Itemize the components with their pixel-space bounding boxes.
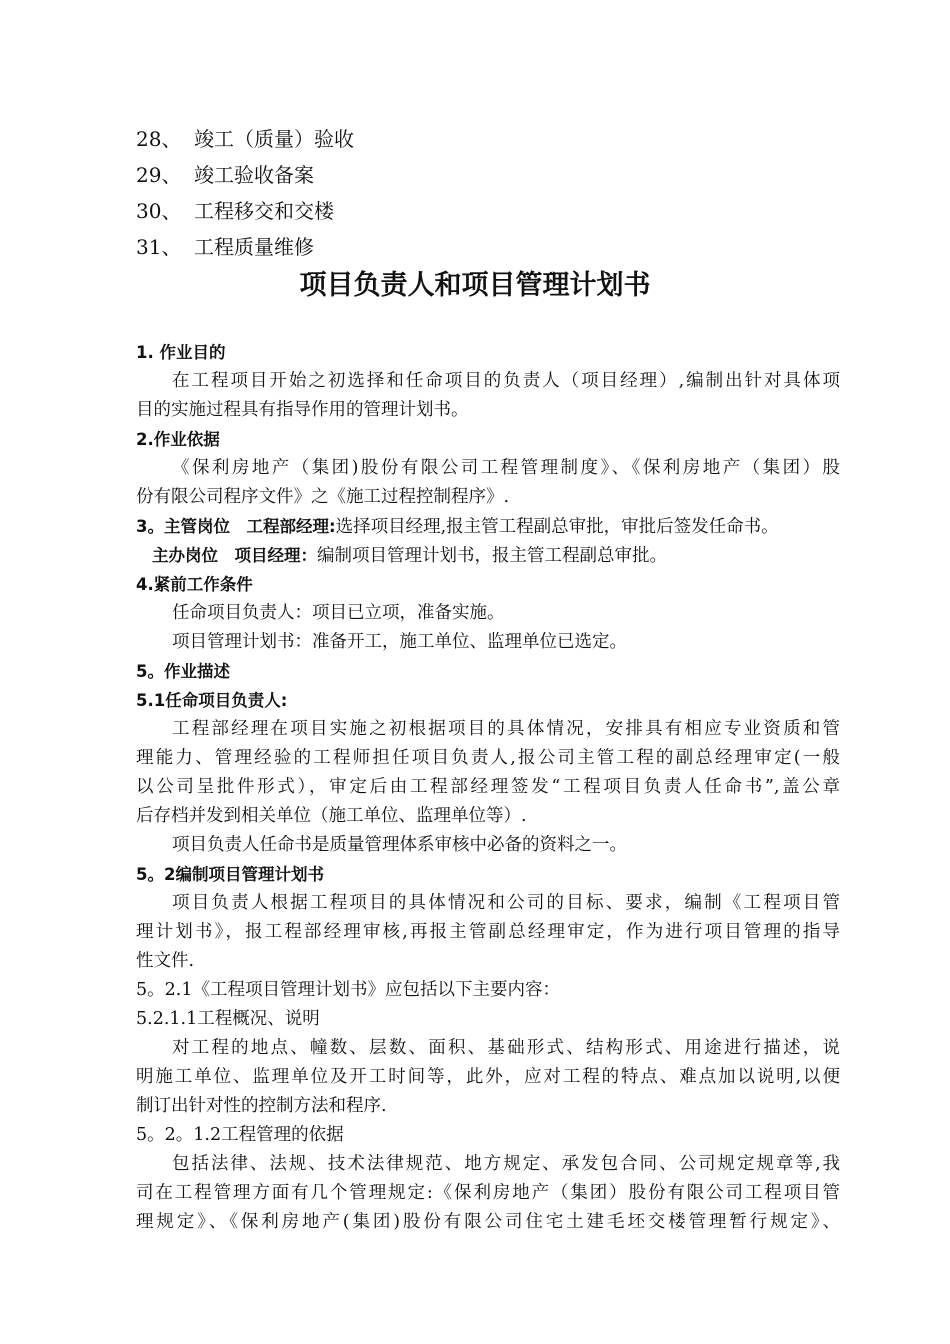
section-heading-basis: 2.作业依据: [136, 430, 220, 449]
list-item: [136, 193, 354, 229]
paragraph-line: 明施工单位、监理单位及开工时间等，此外，应对工程的特点、难点加以说明,以便: [136, 1067, 840, 1087]
list-item-text: 竣工（质量）验收: [194, 127, 354, 151]
paragraph-line: 项目负责人根据工程项目的具体情况和公司的目标、要求，编制《工程项目管: [172, 893, 840, 913]
paragraph-line: 工程部经理在项目实施之初根据项目的具体情况，安排具有相应专业资质和管: [172, 719, 840, 739]
list-item: [136, 121, 354, 157]
paragraph-line: 后存档并发到相关单位（施工单位、监理单位等）.: [136, 806, 527, 826]
list-item-number: 28、: [136, 127, 182, 151]
section-heading-preconditions: 4.紧前工作条件: [136, 575, 253, 594]
paragraph-line: 司在工程管理方面有几个管理规定:《保利房地产（集团）股份有限公司工程项目管: [136, 1183, 840, 1203]
paragraph-line: 理能力、管理经验的工程师担任项目负责人,报公司主管工程的副总经理审定(一般: [136, 748, 840, 768]
list-item-text: 工程移交和交楼: [194, 199, 334, 223]
subsection-heading: 5.1任命项目负责人:: [136, 691, 288, 710]
section-heading-description: 5。作业描述: [136, 662, 230, 681]
paragraph-line: 份有限公司程序文件》之《施工过程控制程序》.: [136, 487, 510, 507]
paragraph-line: 项目负责人任命书是质量管理体系审核中必备的资料之一。: [172, 835, 627, 855]
paragraph-line: 制订出针对性的控制方法和程序.: [136, 1096, 387, 1116]
subsection-heading: 5。2。1.2工程管理的依据: [136, 1125, 344, 1145]
paragraph-line: 《保利房地产（集团)股份有限公司工程管理制度》、《保利房地产（集团）股: [172, 458, 840, 478]
paragraph-line: 性文件.: [136, 951, 195, 971]
section-heading-purpose: 1. 作业目的: [136, 343, 226, 362]
list-item-number: 31、: [136, 235, 182, 259]
list-item: [136, 157, 354, 193]
section-heading-positions: 3。主管岗位 工程部经理:: [136, 517, 336, 536]
list-item-text: 工程质量维修: [194, 235, 314, 259]
list-item: [136, 229, 354, 265]
paragraph-line: 对工程的地点、幢数、层数、面积、基础形式、结构形式、用途进行描述，说: [172, 1038, 840, 1058]
paragraph-text: 编制项目管理计划书，报主管工程副总审批。: [317, 546, 667, 566]
paragraph-line: 理规定》、《保利房地产(集团)股份有限公司住宅土建毛坯交楼管理暂行规定》、: [136, 1212, 840, 1232]
paragraph-text: 选择项目经理,报主管工程副总审批，审批后签发任命书。: [335, 517, 779, 537]
paragraph-line: 在工程项目开始之初选择和任命项目的负责人（项目经理）,编制出针对具体项: [172, 371, 840, 391]
paragraph-line: 包括法律、法规、技术法律规范、地方规定、承发包合同、公司规定规章等,我: [172, 1154, 840, 1174]
paragraph-line: 理计划书》，报工程部经理审核,再报主管副总经理审定，作为进行项目管理的指导: [136, 922, 840, 942]
list-item-text: 竣工验收备案: [194, 163, 314, 187]
procedure-list: [136, 121, 354, 265]
section-positions-line: [136, 512, 840, 541]
paragraph-line: 项目管理计划书：准备开工，施工单位、监理单位已选定。: [172, 632, 627, 652]
list-item-number: 30、: [136, 199, 182, 223]
document-body: [136, 338, 840, 1237]
subsection-heading: 5.2.1.1工程概况、说明: [136, 1009, 320, 1029]
subsection-heading: 5。2编制项目管理计划书: [136, 865, 324, 884]
list-item-number: 29、: [136, 163, 182, 187]
document-title: 项目负责人和项目管理计划书: [299, 270, 651, 301]
paragraph-line: 以公司呈批件形式），审定后由工程部经理签发“工程项目负责人任命书”,盖公章: [136, 777, 840, 797]
paragraph-line: 任命项目负责人：项目已立项，准备实施。: [172, 603, 505, 623]
paragraph-line: 目的实施过程具有指导作用的管理计划书。: [136, 400, 469, 420]
position-label: 主办岗位 项目经理：: [152, 546, 317, 565]
subsection-heading: 5。2.1《工程项目管理计划书》应包括以下主要内容：: [136, 980, 560, 1000]
section-positions-line: [136, 541, 840, 570]
